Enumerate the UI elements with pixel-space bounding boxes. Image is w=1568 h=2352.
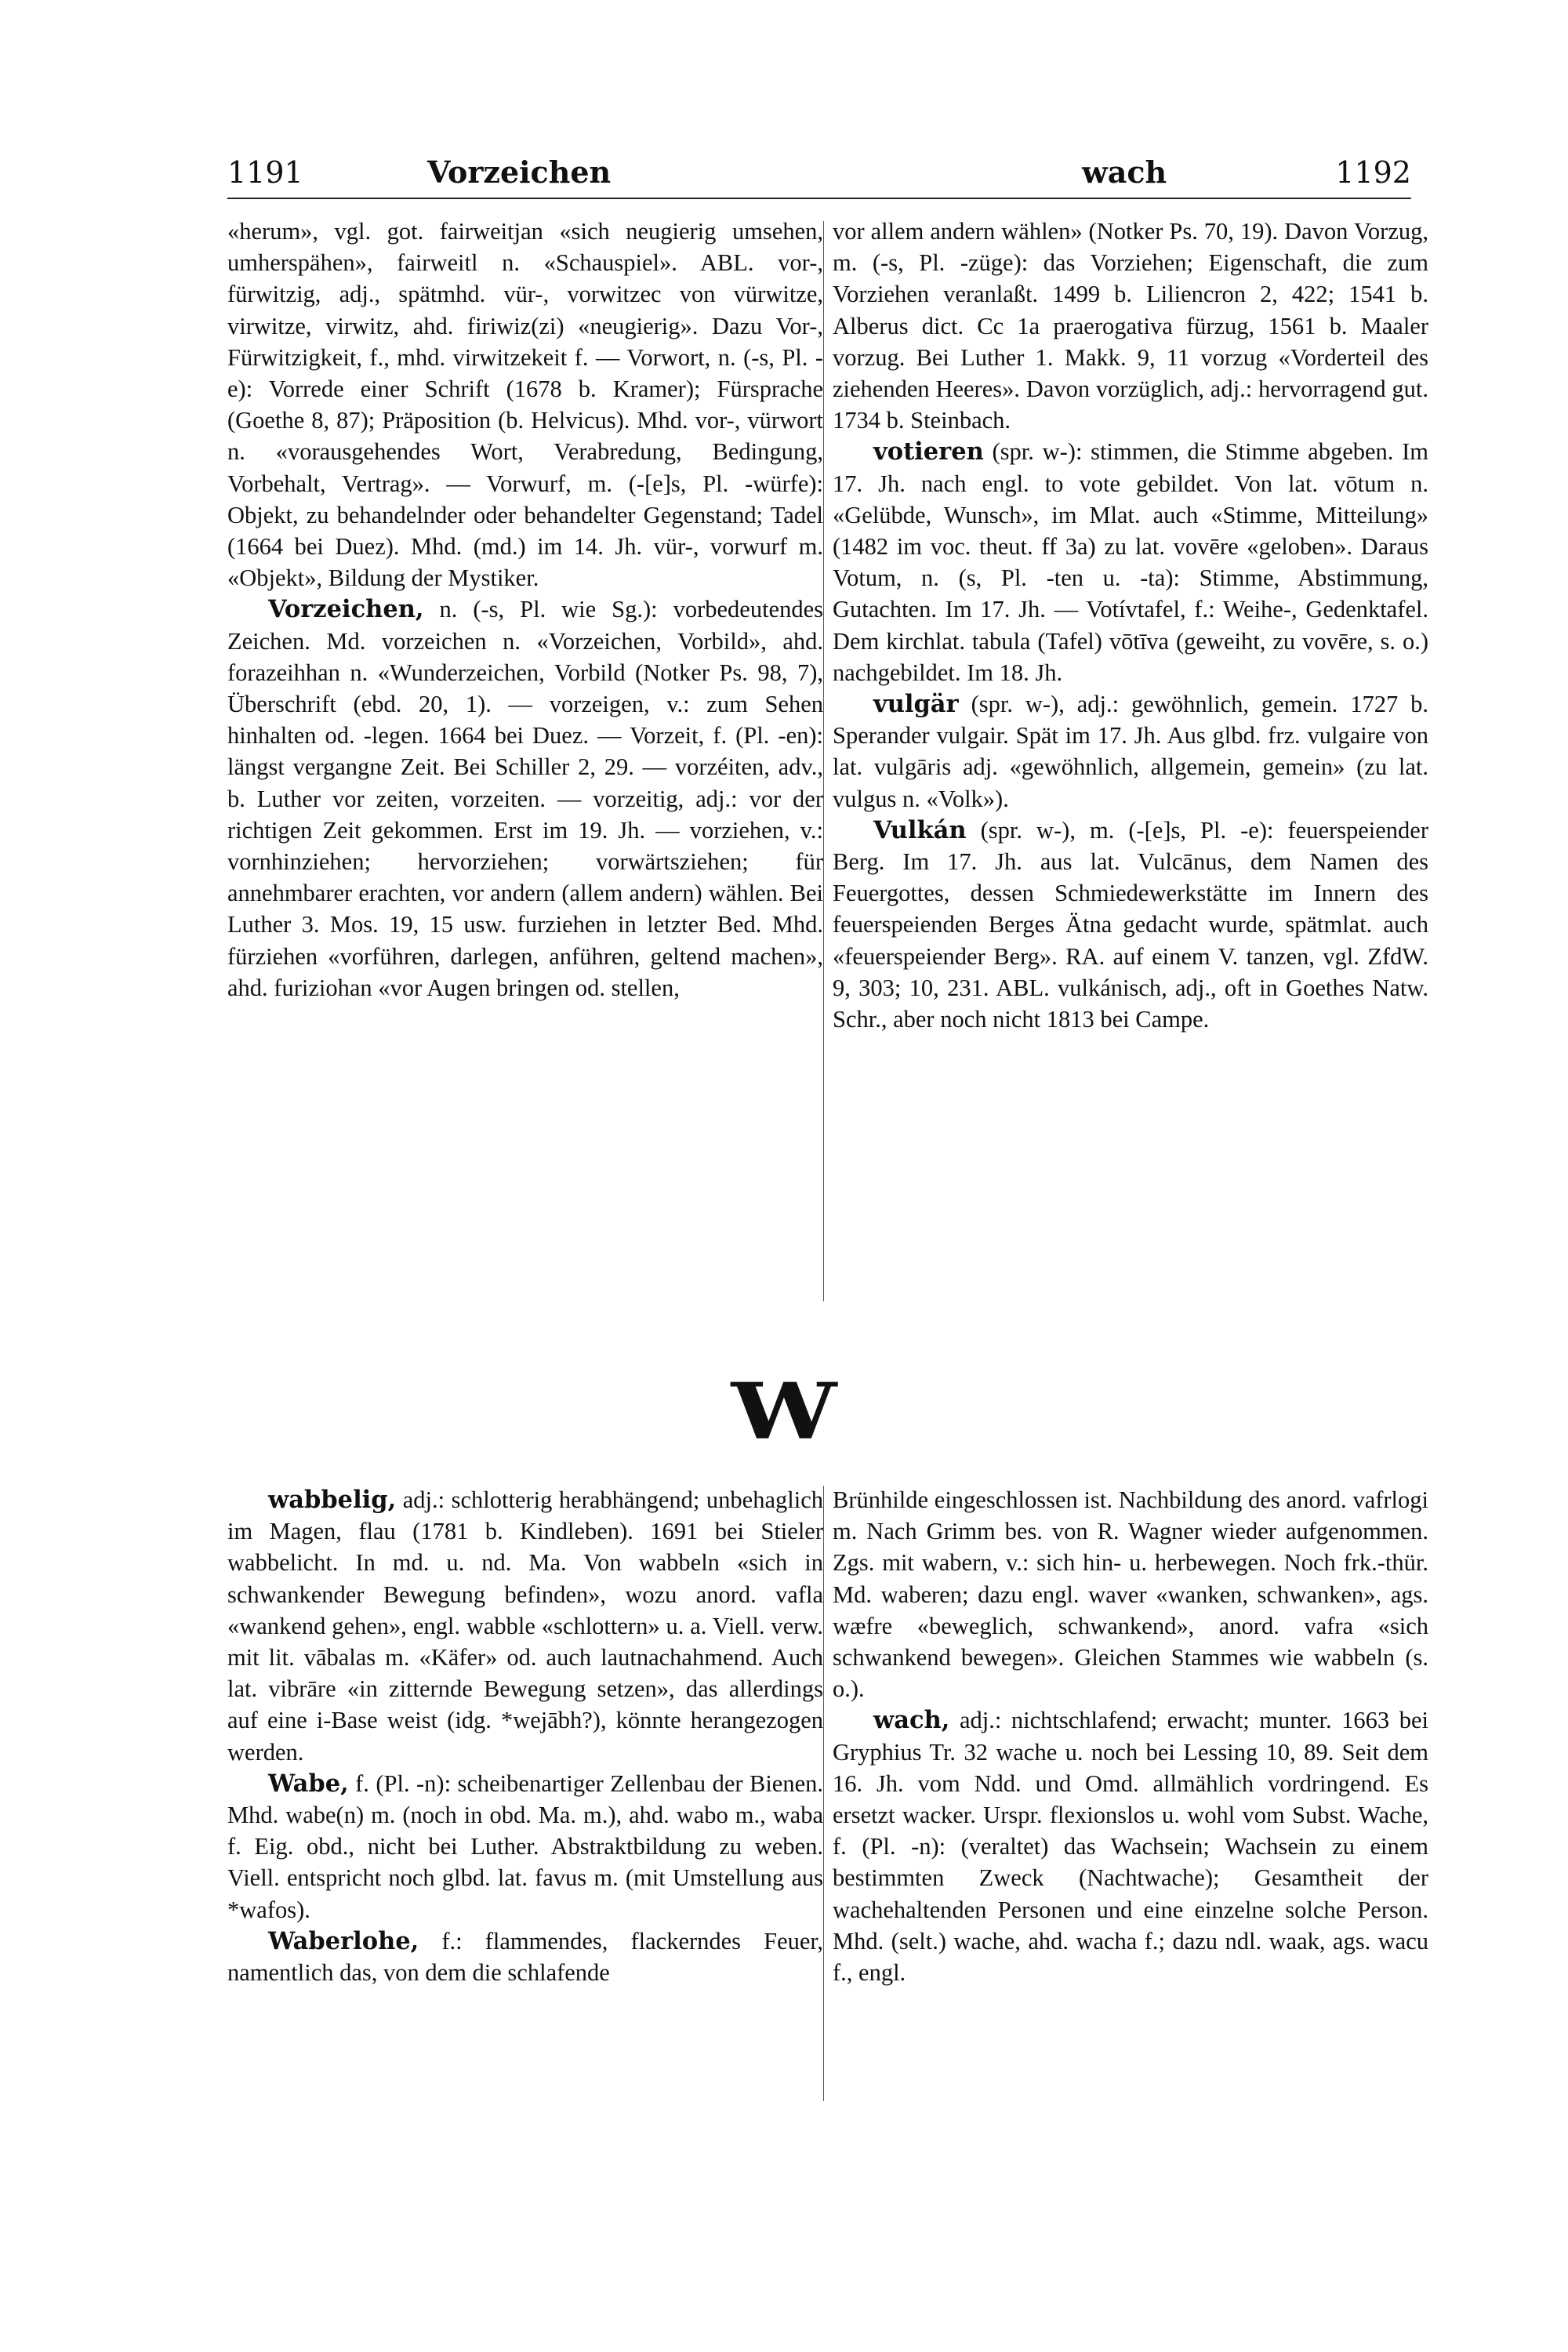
entry-lemma: Wabe, bbox=[268, 1769, 349, 1798]
page-number-right: 1192 bbox=[1335, 155, 1411, 190]
entry-text: adj.: nichtschlafend; erwacht; munter. 1663 bei Gryphius Tr. 32 wache u. noch bei Lessing 10, 89. Seit dem 16. Jh. vom Ndd. und Omd. allmählich vordringend. Es ersetzt wacker. Urspr. flexionslos u. wohl vom Subst. Wache, f. (Pl. -n): (veraltet) das Wachsein; Wachsein zu einem bestimmten Zweck (Nachtwache); Gesamtheit der wachehaltenden Personen und eine einzelne solche Person. Mhd. (selt.) wache, ahd. wacha f.; dazu ndl. waak, ags. wacu f., engl. bbox=[833, 1707, 1428, 1987]
column-divider bbox=[823, 221, 824, 1301]
entry-text: n. (-s, Pl. wie Sg.): vorbedeutendes Zeichen. Md. vorzeichen n. «Vorzeichen, Vorbild», ahd. forazeihhan n. «Wunderzeichen, Vorbild (Notker Ps. 98, 7), Überschrift (ebd. 20, 1). — vorzeigen, v.: zum Sehen hinhalten od. -legen. 1664 bei Duez. — Vorzeit, f. (Pl. -en): längst vergangne Zeit. Bei Schiller 2, 29. — vorzéiten, adv., b. Luther vor zeiten, vorzeiten. — vorzeitig, adj.: vor der richtigen Zeit gekommen. Erst im 19. Jh. — vorziehen, v.: vornhinziehen; hervorziehen; vorwärtsziehen; für annehmbarer erachten, vor andern (allem andern) wählen. Bei Luther 3. Mos. 19, 15 usw. furziehen in letzter Bed. Mhd. fürziehen «vorführen, darlegen, anführen, geltend machen», ahd. furiziohan «vor Augen bringen od. stellen, bbox=[227, 596, 823, 1001]
entry-text: adj.: schlotterig herabhängend; unbehaglich im Magen, flau (1781 b. Kindleben). 1691 bei Stieler wabbelicht. In md. u. nd. Ma. Von wabbeln «sich in schwankender Bewegung befinden», wozu anord. vafla «wankend gehen», engl. wabble «schlottern» u. a. Viell. verw. mit lit. vābalas m. «Käfer» od. auch lautnachahmend. Auch lat. vibrāre «in zitternde Bewegung setzen», das allerdings auf eine i-Base weist (idg. *wejābh?), könnte herangezogen werden. bbox=[227, 1486, 823, 1766]
entry-paragraph bbox=[833, 1484, 1428, 1704]
entry-lemma: Vulkán bbox=[873, 815, 967, 844]
entry-lemma: vulgär bbox=[873, 690, 959, 719]
entry-lemma: wabbelig, bbox=[268, 1486, 397, 1514]
column-divider bbox=[823, 1486, 824, 2101]
entry-lemma: Vorzeichen, bbox=[268, 595, 424, 624]
entry-paragraph bbox=[227, 216, 823, 593]
entry-lemma: votieren bbox=[873, 437, 984, 466]
entry-paragraph bbox=[833, 815, 1428, 1035]
column-lower-right bbox=[833, 1484, 1428, 1988]
entry-paragraph bbox=[227, 593, 823, 1004]
entry-lemma: Waberlohe, bbox=[268, 1926, 419, 1955]
entry-text: «herum», vgl. got. fairweitjan «sich neugierig umsehen, umherspähen», fairweitl n. «Schauspiel». ABL. vor-, fürwitzig, adj., spätmhd. vür-, vorwitzec von vürwitze, virwitze, virwitz, ahd. firiwiz(zi) «neugierig». Dazu Vor-, Fürwitzigkeit, f., mhd. virwitzekeit f. — Vorwort, n. (-s, Pl. -e): Vorrede einer Schrift (1678 b. Kramer); Fürsprache (Goethe 8, 87); Präposition (b. Helvicus). Mhd. vor-, vürwort n. «vorausgehendes Wort, Verabredung, Bedingung, Vorbehalt, Vertrag». — Vorwurf, m. (-[e]s, Pl. -würfe): Objekt, zu behandelnder oder behandelter Gegenstand; Tadel (1664 bei Duez). Mhd. (md.) im 14. Jh. vür-, vorwurf m. «Objekt», Bildung der Mystiker. bbox=[227, 218, 823, 592]
entry-text: (spr. w-), m. (-[e]s, Pl. -e): feuerspeiender Berg. Im 17. Jh. aus lat. Vulcānus, dem Namen des Feuergottes, dessen Schmiedewerkstätte im Innern des feuerspeienden Berges Ätna gedacht wurde, spätmlat. auch «feuerspeiender Berg». RA. auf einem V. tanzen, vgl. ZfdW. 9, 303; 10, 231. ABL. vulkánisch, adj., oft in Goethes Natw. Schr., aber noch nicht 1813 bei Campe. bbox=[833, 816, 1428, 1033]
guide-word-left: Vorzeichen bbox=[427, 154, 612, 190]
entry-text: vor allem andern wählen» (Notker Ps. 70, 19). Davon Vorzug, m. (-s, Pl. -züge): das Vorziehen; Eigenschaft, die zum Vorziehen veranlaßt. 1499 b. Liliencron 2, 422; 1541 b. Alberus dict. Cc 1a praerogativa fürzug, 1561 b. Maaler vorzug. Bei Luther 1. Makk. 9, 11 vorzug «Vorderteil des ziehenden Heeres». Davon vorzüglich, adj.: hervorragend gut. 1734 b. Steinbach. bbox=[833, 218, 1428, 434]
section-letter-glyph: W bbox=[731, 1366, 837, 1457]
entry-text: (spr. w-): stimmen, die Stimme abgeben. Im 17. Jh. nach engl. to vote gebildet. Von lat. vōtum n. «Gelübde, Wunsch», im Mlat. auch «Stimme, Mitteilung» (1482 im voc. theut. ff 3a) zu lat. vovēre «geloben». Daraus Votum, n. (s, Pl. -ten u. -ta): Stimme, Abstimmung, Gutachten. Im 17. Jh. — Votívtafel, f.: Weihe-, Gedenktafel. Dem kirchlat. tabula (Tafel) vōtīva (geweiht, zu vovēre, s. o.) nachgebildet. Im 18. Jh. bbox=[833, 438, 1428, 686]
column-upper-right bbox=[833, 216, 1428, 1035]
column-upper-left bbox=[227, 216, 823, 1004]
entry-paragraph bbox=[833, 216, 1428, 436]
section-letter bbox=[731, 1356, 837, 1467]
entry-paragraph bbox=[227, 1484, 823, 1768]
guide-word-right: wach bbox=[1082, 154, 1167, 190]
column-lower-left bbox=[227, 1484, 823, 1988]
entry-paragraph bbox=[227, 1768, 823, 1926]
page-number-left: 1191 bbox=[227, 155, 303, 190]
running-header bbox=[227, 151, 1411, 199]
entry-text: Brünhilde eingeschlossen ist. Nachbildung des anord. vafrlogi m. Nach Grimm bes. von R. Wagner wieder aufgenommen. Zgs. mit wabern, v.: sich hin- u. herbewegen. Noch frk.-thür. Md. waberen; dazu engl. waver «wanken, schwanken», ags. wæfre «beweglich, schwankend», anord. vafra «sich schwankend bewegen». Gleichen Stammes wie wabbeln (s. o.). bbox=[833, 1486, 1428, 1703]
entry-text: f. (Pl. -n): scheibenartiger Zellenbau der Bienen. Mhd. wabe(n) m. (noch in obd. Ma. m.), ahd. wabo m., waba f. Eig. obd., nicht bei Luther. Abstraktbildung zu weben. Viell. entspricht noch glbd. lat. favus m. (mit Umstellung aus *wafos). bbox=[227, 1769, 823, 1923]
entry-paragraph bbox=[833, 1704, 1428, 1988]
entry-text: (spr. w-), adj.: gewöhnlich, gemein. 1727 b. Sperander vulgair. Spät im 17. Jh. Aus glbd. frz. vulgaire von lat. vulgāris adj. «gewöhnlich, allgemein, gemein» (zu lat. vulgus n. «Volk»). bbox=[833, 691, 1428, 812]
entry-paragraph bbox=[833, 688, 1428, 815]
entry-text: f.: flammendes, flackerndes Feuer, namentlich das, von dem die schlafende bbox=[227, 1927, 823, 1987]
entry-lemma: wach, bbox=[873, 1706, 950, 1735]
entry-paragraph bbox=[227, 1926, 823, 1988]
entry-paragraph bbox=[833, 436, 1428, 688]
